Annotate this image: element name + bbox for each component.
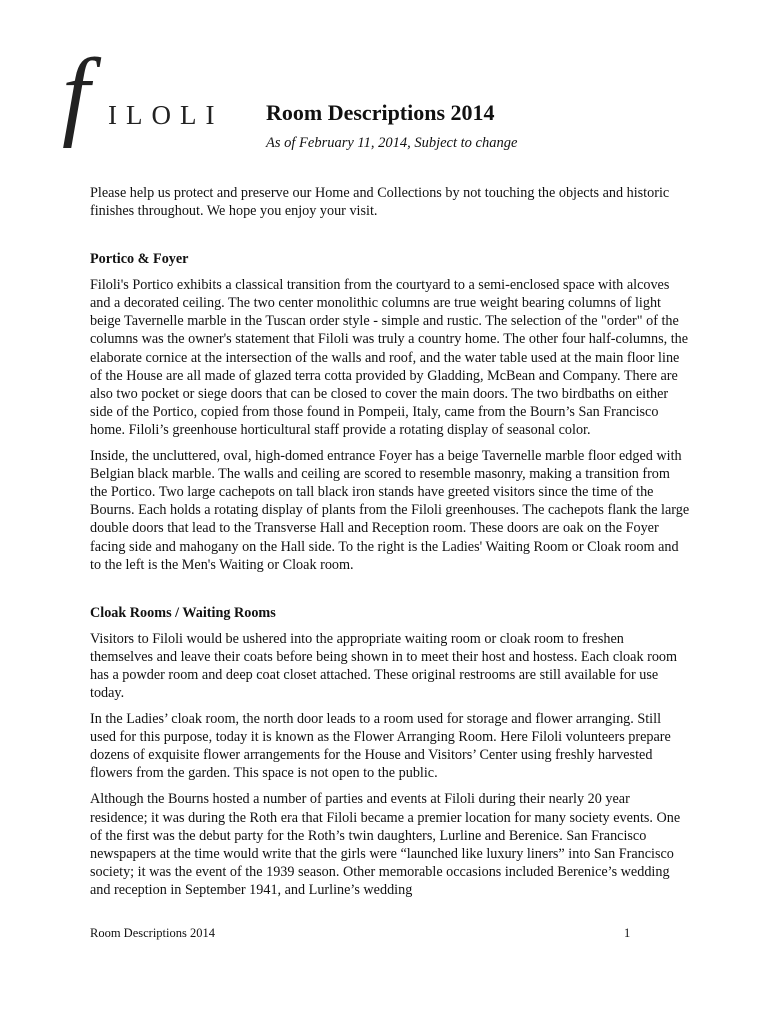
- logo-wordmark: ILOLI: [108, 100, 224, 130]
- section-spacer: [90, 582, 690, 604]
- ladies-cloak-room-paragraph: In the Ladies’ cloak room, the north door leads to a room used for storage and flower arranging. Still used for this purpose, today it is known as the Flower Arranging Room. Here Filoli volunteers prepare dozens of exquisite flower arrangements for the House and Visitors’ Center using freshly harvested flowers from the garden. This space is not open to the public.: [90, 711, 671, 782]
- foyer-paragraph: Inside, the uncluttered, oval, high-domed entrance Foyer has a beige Tavernelle marble floor edged with Belgian black marble. The walls and ceiling are scored to resemble masonry, making a transition from the Portico. Two large cachepots on tall black iron stands have greeted visitors since the time of the Bourns. Each holds a rotating display of plants from the Filoli greenhouses. The cachepots flank the large double doors that lead to the Transverse Hall and Reception room. These doors are oak on the Foyer facing side and mahogany on the Hall side. To the right is the Ladies' Waiting Room or Cloak room and to the left is the Men's Waiting or Cloak room.: [90, 448, 690, 573]
- section-spacer: [90, 228, 690, 250]
- document-body: [90, 184, 690, 907]
- intro-paragraph: Please help us protect and preserve our Home and Collections by not touching the objects and historic finishes throughout. We hope you enjoy your visit.: [90, 185, 670, 220]
- section-heading-cloak-rooms: Cloak Rooms / Waiting Rooms: [90, 604, 276, 621]
- cloak-rooms-paragraph: Visitors to Filoli would be ushered into the appropriate waiting room or cloak room to freshen themselves and leave their coats before being shown in to meet their host and hostess. Each cloak room has a powder room and deep coat closet attached. These original restrooms are still available for use today.: [90, 630, 678, 701]
- filoli-logo: [60, 38, 260, 152]
- roth-era-paragraph: Although the Bourns hosted a number of parties and events at Filoli during their nearly 20 year residence; it was during the Roth era that Filoli became a premier location for many society events. One of the first was the debut party for the Roth’s twin daughters, Lurline and Berenice. San Francisco newspapers at the time would write that the girls were “launched like luxury liners” into San Francisco society; it was the event of the 1939 season. Other memorable occasions included Berenice’s wedding and reception in September 1941, and Lurline’s wedding: [90, 791, 681, 898]
- document-subtitle: As of February 11, 2014, Subject to change: [266, 135, 518, 151]
- page-number: 1: [624, 926, 631, 940]
- portico-paragraph: Filoli's Portico exhibits a classical transition from the courtyard to a semi-enclosed space with alcoves and a decorated ceiling. The two center monolithic columns are true weight bearing columns of light beige Tavernelle marble in the Tuscan order style - simple and rustic. The selection of the "order" of the columns was the owner's statement that Filoli was truly a country home. The other four half-columns, the elaborate cornice at the intersection of the walls and roof, and the water table used at the main floor line of the House are all made of glazed terra cotta provided by Gladding, McBean and Company. There are also two pocket or siege doors that can be closed to cover the main doors. The two birdbaths on either side of the Portico, copied from those found in Pompeii, Italy, came from the Bourn’s San Francisco home. Filoli’s greenhouse horticultural staff provide a rotating display of seasonal color.: [90, 277, 689, 438]
- document-title: Room Descriptions 2014: [266, 100, 495, 125]
- section-heading-portico-foyer: Portico & Foyer: [90, 251, 189, 268]
- footer-label: Room Descriptions 2014: [90, 926, 215, 940]
- logo-initial: f: [62, 38, 90, 149]
